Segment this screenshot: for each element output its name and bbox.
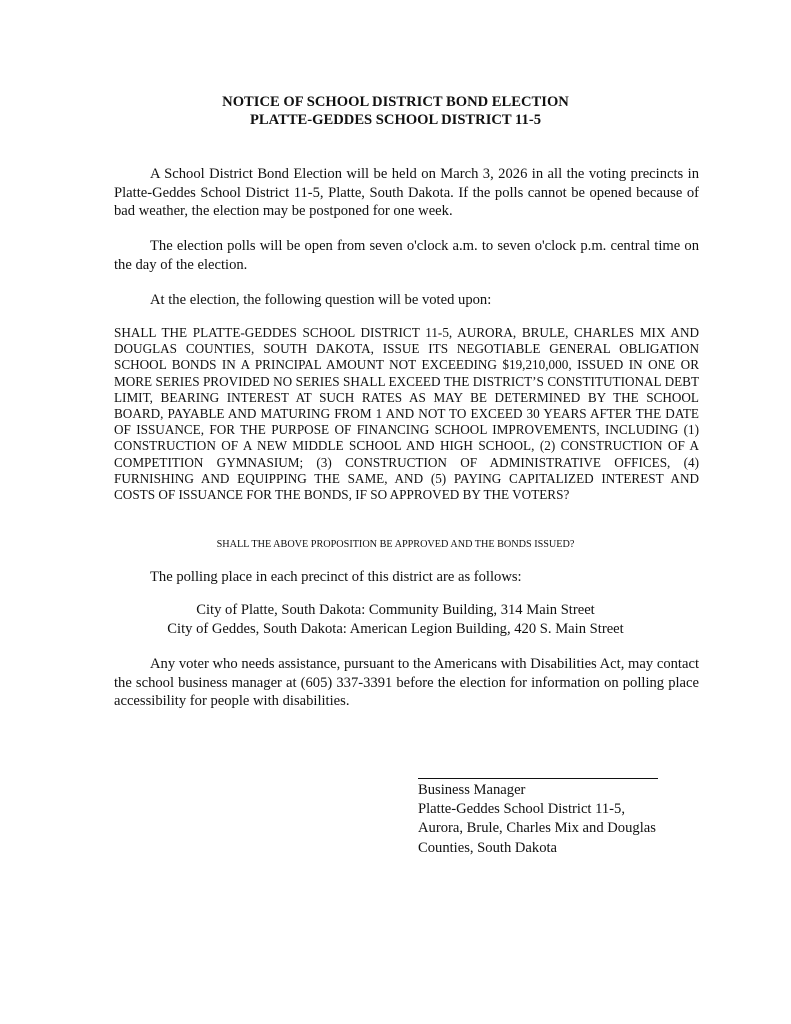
signature-line-2: Aurora, Brule, Charles Mix and Douglas [418,820,656,837]
notice-title-line-2: PLATTE-GEDDES SCHOOL DISTRICT 11-5 [249,112,541,128]
signature-title: Business Manager [418,782,526,798]
polling-location-geddes: City of Geddes, South Dakota: American Legion Building, 420 S. Main Street [167,621,624,637]
poll-hours-paragraph: The election polls will be open from seven o'clock a.m. to seven o'clock p.m. central time on the day of the election. [114,238,699,273]
question-intro-paragraph: At the election, the following question will be voted upon: [150,292,492,308]
signature-line [418,778,658,779]
ballot-question: SHALL THE ABOVE PROPOSITION BE APPROVED AND THE BONDS ISSUED? [216,539,575,550]
notice-title-line-1: NOTICE OF SCHOOL DISTRICT BOND ELECTION [222,94,569,110]
polling-location-platte: City of Platte, South Dakota: Community Building, 314 Main Street [196,602,595,618]
signature-block [418,781,718,858]
notice-title [0,93,791,129]
ada-assistance-paragraph: Any voter who needs assistance, pursuant to the Americans with Disabilities Act, may contact the school business manager at (605) 337-3391 before the election for information on polling place accessibility for people with disabilities. [114,656,699,710]
polling-place-intro: The polling place in each precinct of this district are as follows: [150,569,522,585]
signature-line-1: Platte-Geddes School District 11-5, [418,801,625,818]
election-date-paragraph: A School District Bond Election will be held on March 3, 2026 in all the voting precincts in Platte-Geddes School District 11-5, Platte, South Dakota. If the polls cannot be opened because of bad weather, the election may be postponed for one week. [114,166,699,220]
bond-proposition: SHALL THE PLATTE-GEDDES SCHOOL DISTRICT 11-5, AURORA, BRULE, CHARLES MIX AND DOUGLAS COUNTIES, SOUTH DAKOTA, ISSUE ITS NEGOTIABLE GENERAL OBLIGATION SCHOOL BONDS IN A PRINCIPAL AMOUNT NOT EXCEEDING $19,210,000, ISSUED IN ONE OR MORE SERIES PROVIDED NO SERIES SHALL EXCEED THE DISTRICT’S CONSTITUTIONAL DEBT LIMIT, BEARING INTEREST AT SUCH RATES AS MAY BE DETERMINED BY THE SCHOOL BOARD, PAYABLE AND MATURING FROM 1 AND NOT TO EXCEED 30 YEARS AFTER THE DATE OF ISSUANCE, FOR THE PURPOSE OF FINANCING SCHOOL IMPROVEMENTS, INCLUDING (1) CONSTRUCTION OF A NEW MIDDLE SCHOOL AND HIGH SCHOOL, (2) CONSTRUCTION OF A COMPETITION GYMNASIUM; (3) CONSTRUCTION OF ADMINISTRATIVE OFFICES, (4) FURNISHING AND EQUIPPING THE SAME, AND (5) PAYING CAPITALIZED INTEREST AND COSTS OF ISSUANCE FOR THE BONDS, IF SO APPROVED BY THE VOTERS? [114,325,699,503]
polling-locations [0,601,791,639]
signature-line-3: Counties, South Dakota [418,839,558,856]
